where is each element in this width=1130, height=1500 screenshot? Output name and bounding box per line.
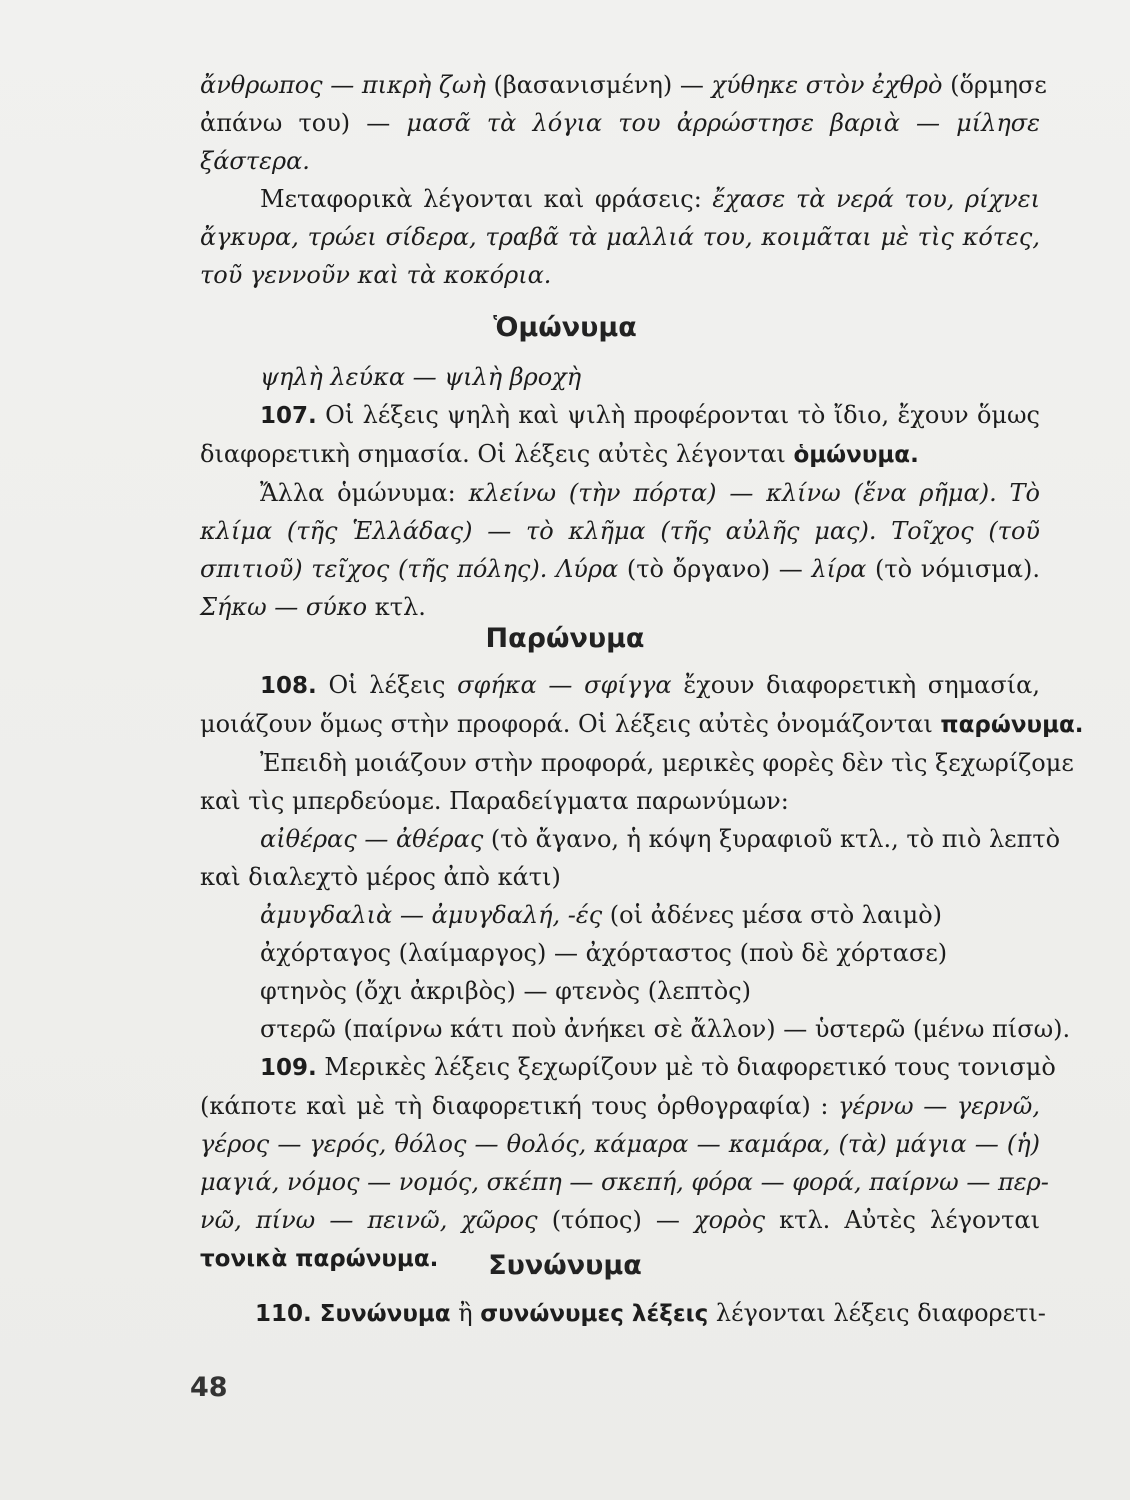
paragraph-108: 108. Οἱ λέξεις σφήκα — σφίγγα ἔχουν διαφορετικὴ σημασία, [260, 671, 1041, 699]
section-paronyms [200, 666, 1084, 1278]
section-metaphors [200, 66, 1047, 294]
text-line: Μεταφορικὰ λέγονται καὶ φράσεις: ἔχασε τὰ νερά του, ρίχνει [260, 185, 1040, 213]
text-line: τονικὰ παρώνυμα. [200, 1246, 439, 1272]
example-line: ἀμυγδαλιὰ — ἀμυγδαλή, -ές (οἱ ἀδένες μέσα στὸ λαιμὸ) [260, 901, 943, 929]
text-line: τοῦ γεννοῦν καὶ τὰ κοκόρια. [200, 261, 552, 289]
text-line: διαφορετικὴ σημασία. Οἱ λέξεις αὐτὲς λέγονται ὁμώνυμα. [200, 440, 919, 468]
text-line: ἄνθρωπος — πικρὴ ζωὴ (βασανισμένη) — χύθηκε στὸν ἐχθρὸ (ὅρμησε [200, 71, 1047, 99]
heading-synonyms: Συνώνυμα [488, 1250, 642, 1281]
paragraph-number: 110. [255, 1301, 312, 1327]
text-line: Ἄλλα ὁμώνυμα: κλείνω (τὴν πόρτα) — κλίνω (ἕνα ρῆμα). Τὸ [260, 479, 1041, 507]
paragraph-110: 110. Συνώνυμα ἢ συνώνυμες λέξεις λέγονται λέξεις διαφορετι- [255, 1299, 1046, 1327]
example-line: στερῶ (παίρνω κάτι ποὺ ἀνήκει σὲ ἄλλον) — ὑστερῶ (μένω πίσω). [260, 1015, 1071, 1043]
text-line: (κάποτε καὶ μὲ τὴ διαφορετική τους ὀρθογραφία) : γέρνω — γερνῶ, [200, 1092, 1040, 1120]
text-line: μαγιά, νόμος — νομός, σκέπη — σκεπή, φόρα — φορά, παίρνω — περ- [200, 1168, 1049, 1196]
text-line: Σήκω — σύκο κτλ. [200, 593, 426, 621]
text-line: ψηλὴ λεύκα — ψιλὴ βροχὴ [260, 363, 582, 391]
paragraph-107: 107. Οἱ λέξεις ψηλὴ καὶ ψιλὴ προφέρονται τὸ ἴδιο, ἔχουν ὅμως [260, 401, 1040, 429]
text-line: ξάστερα. [200, 147, 310, 175]
text-line: καὶ τὶς μπερδεύομε. Παραδείγματα παρωνύμων: [200, 787, 789, 815]
paragraph-number: 109. [260, 1055, 317, 1081]
text-line: σπιτιοῦ) τεῖχος (τῆς πόλης). Λύρα (τὸ ὄργανο) — λίρα (τὸ νόμισμα). [200, 555, 1040, 583]
section-synonyms [200, 1294, 1046, 1333]
paragraph-109: 109. Μερικὲς λέξεις ξεχωρίζουν μὲ τὸ διαφορετικό τους τονισμὸ [260, 1053, 1056, 1081]
text-line: ἀπάνω του) — μασᾶ τὰ λόγια του ἀρρώστησε βαριὰ — μίλησε [200, 109, 1041, 137]
heading-paronyms: Παρώνυμα [485, 623, 645, 654]
example-line: φτηνὸς (ὄχι ἀκριβὸς) — φτενὸς (λεπτὸς) [260, 977, 752, 1005]
paragraph-number: 107. [260, 403, 317, 429]
text-line: νῶ, πίνω — πεινῶ, χῶρος (τόπος) — χορὸς κτλ. Αὐτὲς λέγονται [200, 1206, 1040, 1234]
text-line: κλίμα (τῆς Ἑλλάδας) — τὸ κλῆμα (τῆς αὐλῆς μας). Τοῖχος (τοῦ [200, 517, 1040, 545]
text-line: ἄγκυρα, τρώει σίδερα, τραβᾶ τὰ μαλλιά του, κοιμᾶται μὲ τὶς κότες, [200, 223, 1040, 251]
heading-homonyms: Ὁμώνυμα [493, 312, 637, 343]
paragraph-number: 108. [260, 673, 317, 699]
example-line: καὶ διαλεχτὸ μέρος ἀπὸ κάτι) [200, 863, 561, 891]
text-line: γέρος — γερός, θόλος — θολός, κάμαρα — καμάρα, (τὰ) μάγια — (ἡ) [200, 1130, 1040, 1158]
page-number: 48 [190, 1372, 228, 1403]
text-line: μοιάζουν ὅμως στὴν προφορά. Οἱ λέξεις αὐτὲς ὀνομάζονται παρώνυμα. [200, 710, 1084, 738]
example-line: αἰθέρας — ἀθέρας (τὸ ἄγανο, ἡ κόψη ξυραφιοῦ κτλ., τὸ πιὸ λεπτὸ [260, 825, 1061, 853]
example-line: ἀχόρταγος (λαίμαργος) — ἀχόρταστος (ποὺ δὲ χόρτασε) [260, 939, 948, 967]
text-line: Ἐπειδὴ μοιάζουν στὴν προφορά, μερικὲς φορὲς δὲν τὶς ξεχωρίζομε [260, 749, 1074, 777]
section-homonyms [200, 358, 1040, 626]
